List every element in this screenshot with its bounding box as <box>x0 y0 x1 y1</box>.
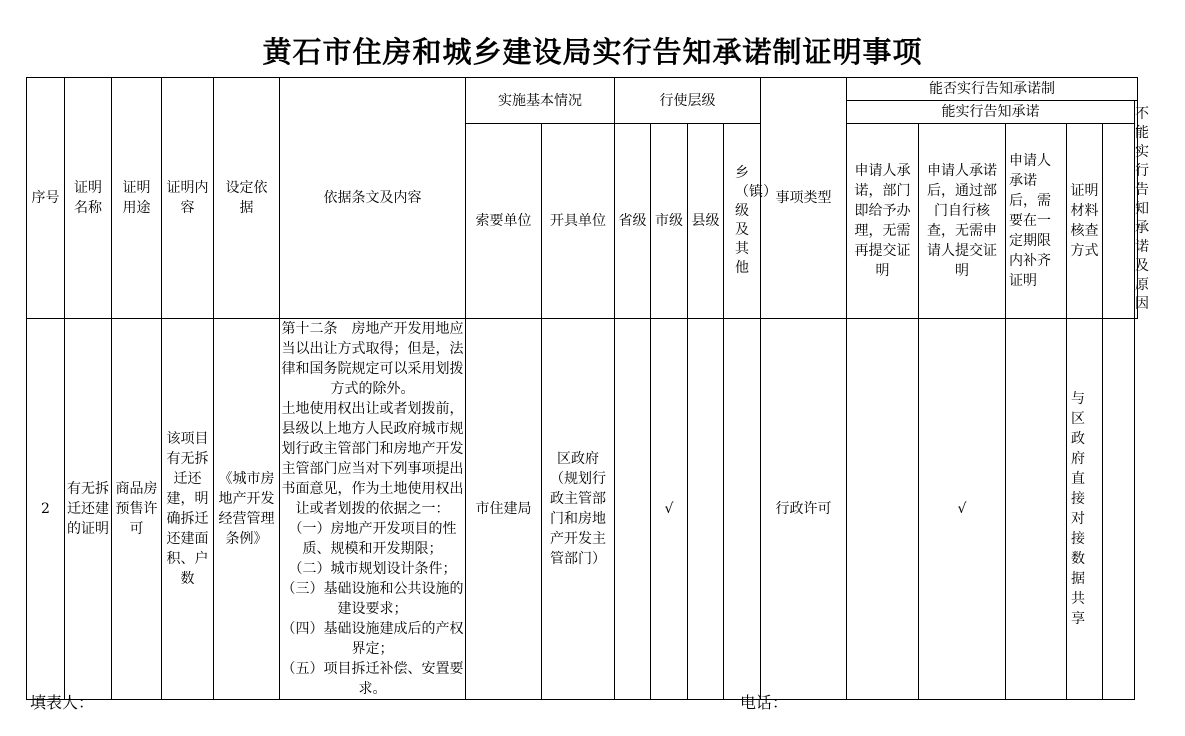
cell-province <box>615 319 651 700</box>
cell-town <box>724 319 761 700</box>
header-basis: 设定依据 <box>214 78 280 319</box>
header-col-a: 申请人承诺，部门即给予办理，无需再提交证明 <box>847 124 919 319</box>
header-impl-group: 实施基本情况 <box>466 78 615 124</box>
article-line: 土地使用权出让或者划拨前，县级以上地方人民政府城市规划行政主管部门和房地产开发主管部门应当对下列事项提出书面意见，作为土地使用权出让或者划拨的依据之一： <box>281 401 464 517</box>
header-require-unit: 索要单位 <box>466 124 542 319</box>
cell-name: 有无拆迁还建的证明 <box>65 319 112 700</box>
cell-type: 行政许可 <box>761 319 847 700</box>
header-type: 事项类型 <box>761 78 847 319</box>
header-seq: 序号 <box>27 78 65 319</box>
cell-col-d: 与区政府直接对接数据共享 <box>1067 319 1103 700</box>
phone-label: 电话： <box>740 693 789 712</box>
cell-col-c <box>1006 319 1067 700</box>
cell-require-unit: 市住建局 <box>466 319 542 700</box>
cell-basis: 《城市房地产开发经营管理条例》 <box>214 319 280 700</box>
page-title: 黄石市住房和城乡建设局实行告知承诺制证明事项 <box>262 35 923 69</box>
header-article: 依据条文及内容 <box>280 78 466 319</box>
header-can-sub: 能实行告知承诺 <box>847 101 1135 124</box>
header-issue-unit: 开具单位 <box>542 124 615 319</box>
cell-issue-unit: 区政府（规划行政主管部门和房地产开发主管部门） <box>542 319 615 700</box>
cell-col-a <box>847 319 919 700</box>
cell-use: 商品房预售许可 <box>112 319 162 700</box>
header-content: 证明内容 <box>162 78 214 319</box>
header-level-group: 行使层级 <box>615 78 761 124</box>
cell-content: 该项目有无拆迁还建，明确拆迁还建面积、户数 <box>162 319 214 700</box>
header-use: 证明用途 <box>112 78 162 319</box>
header-town: 乡（镇）级及其他 <box>724 124 761 319</box>
header-cannot: 不能实行告知承诺及原因 <box>1135 101 1138 319</box>
cell-seq: 2 <box>27 319 65 700</box>
cell-article <box>280 319 466 700</box>
filler-label: 填表人： <box>30 693 95 712</box>
table-row <box>27 319 1138 700</box>
article-line: （四）基础设施建成后的产权界定； <box>281 621 464 657</box>
header-province: 省级 <box>615 124 651 319</box>
cell-county <box>688 319 724 700</box>
cell-cannot <box>1103 319 1135 700</box>
header-can-group: 能否实行告知承诺制 <box>847 78 1138 101</box>
article-line: （五）项目拆迁补偿、安置要求。 <box>281 661 464 697</box>
header-col-d: 证明材料核查方式 <box>1067 124 1103 319</box>
header-col-c: 申请人承诺后，需要在一定期限内补齐证明 <box>1006 124 1067 319</box>
header-county: 县级 <box>688 124 724 319</box>
commitment-table <box>26 77 1149 700</box>
header-col-b: 申请人承诺后，通过部门自行核查，无需申请人提交证明 <box>919 124 1006 319</box>
article-line: （三）基础设施和公共设施的建设要求； <box>281 581 464 617</box>
cell-col-b: √ <box>919 319 1006 700</box>
header-city: 市级 <box>651 124 688 319</box>
article-line: 第十二条 房地产开发用地应当以出让方式取得；但是，法律和国务院规定可以采用划拨方式的除外。 <box>281 321 464 397</box>
header-name: 证明名称 <box>65 78 112 319</box>
article-line: （一）房地产开发项目的性质、规模和开发期限； <box>288 521 457 557</box>
article-line: （二）城市规划设计条件； <box>288 561 457 577</box>
cell-city: √ <box>651 319 688 700</box>
